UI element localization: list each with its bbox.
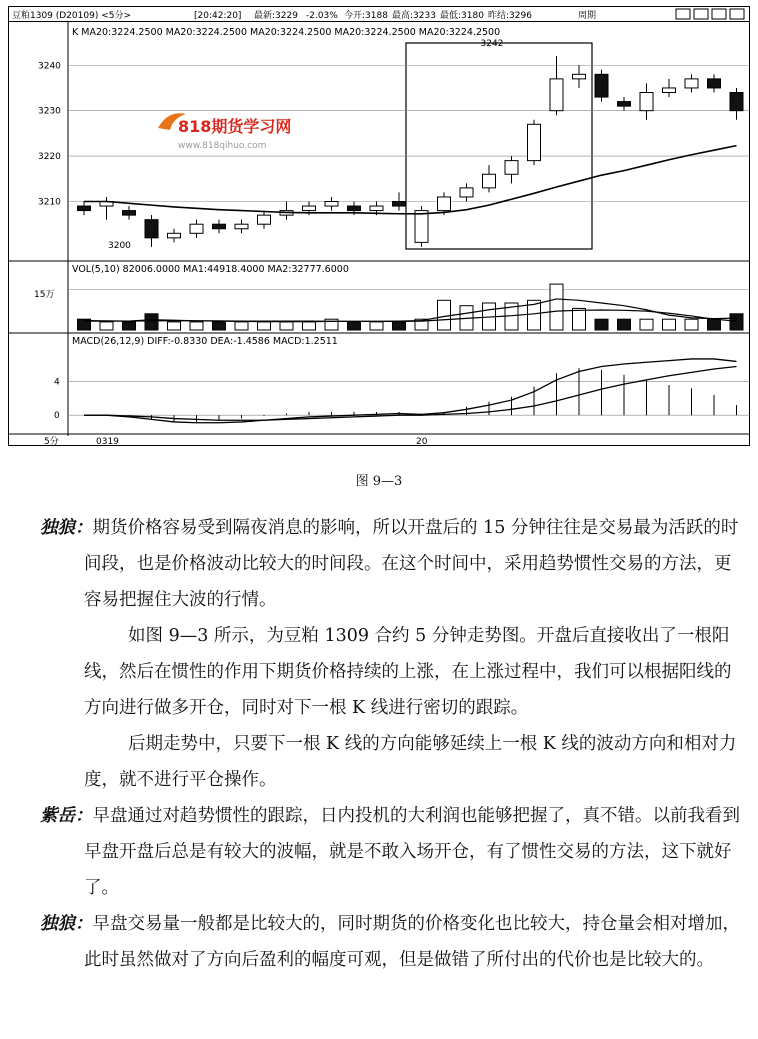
volume-bar <box>100 322 113 330</box>
candle-body <box>213 224 226 229</box>
volume-bar <box>708 319 721 330</box>
candle-body <box>618 102 631 107</box>
price-tick-label: 3220 <box>38 152 61 163</box>
volume-bar <box>280 322 293 330</box>
paragraph-2-text: 如图 9—3 所示，为豆粕 1309 合约 5 分钟走势图。开盘后直接收出了一根阳线，然后在惯性的作用下期货价格持续的上涨，在上涨过程中，我们可以根据阳线的方向进行做多开仓，同时对下一根 K 线进行密切的跟踪。 <box>84 626 732 718</box>
paragraph-5 <box>40 906 740 978</box>
macd-tick-label: 0 <box>54 411 60 422</box>
candle-body <box>168 233 181 238</box>
candle-body <box>325 202 338 207</box>
candle-body <box>460 188 473 197</box>
period-label: 5分 <box>44 437 59 446</box>
paragraph-3 <box>40 726 740 798</box>
volume-bar <box>145 314 158 330</box>
candle-body <box>640 93 653 111</box>
volume-bar <box>595 319 608 330</box>
macd-tick-label: 4 <box>54 377 60 388</box>
candle-body <box>438 197 451 211</box>
candle-body <box>685 79 698 88</box>
candle-body <box>303 206 316 211</box>
window-button-3[interactable] <box>712 9 726 19</box>
header-settle: 昨结:3296 <box>488 11 532 21</box>
price-tick-label: 3230 <box>38 106 61 117</box>
header-tag: 周期 <box>578 11 597 21</box>
candle-body <box>730 93 743 111</box>
volume-bar <box>303 322 316 330</box>
volume-bar <box>730 314 743 330</box>
volume-bar <box>640 319 653 330</box>
candle-body <box>483 174 496 188</box>
header-time: [20:42:20] <box>194 11 242 21</box>
paragraph-2 <box>40 618 740 726</box>
vol-panel-label: VOL(5,10) 82006.0000 MA1:44918.4000 MA2:32777.6000 <box>72 264 349 275</box>
price-panel-label: K MA20:3224.2500 MA20:3224.2500 MA20:3224.2500 MA20:3224.2500 MA20:3224.2500 <box>72 27 501 38</box>
figure-caption: 图 9—3 <box>355 474 403 489</box>
date-start-label: 0319 <box>96 437 119 446</box>
speaker-3: 独狼： <box>40 914 93 934</box>
candle-body <box>708 79 721 88</box>
header-low: 最低:3180 <box>440 11 484 21</box>
volume-bar <box>190 322 203 330</box>
annot-low: 3200 <box>108 241 131 251</box>
window-button-1[interactable] <box>676 9 690 19</box>
volume-bar <box>393 322 406 330</box>
watermark-title: 818期货学习网 <box>178 117 292 136</box>
header-latest: 最新:3229 <box>254 11 298 21</box>
kline-chart <box>8 6 750 446</box>
kline-chart-svg <box>8 6 750 446</box>
price-tick-label: 3210 <box>38 197 61 208</box>
header-high: 最高:3233 <box>392 11 436 21</box>
candle-body <box>393 202 406 207</box>
watermark-url: www.818qihuo.com <box>178 141 267 151</box>
window-button-2[interactable] <box>694 9 708 19</box>
paragraph-5-text: 早盘交易量一般都是比较大的，同时期货的价格变化也比较大，持仓量会相对增加，此时虽然做对了方向后盈利的幅度可观，但是做错了所付出的代价也是比较大的。 <box>84 914 740 970</box>
candle-body <box>550 79 563 111</box>
volume-bar <box>438 300 451 330</box>
candle-body <box>190 224 203 233</box>
speaker-1: 独狼： <box>40 518 93 538</box>
candle-body <box>145 220 158 238</box>
header-open: 今开:3188 <box>344 11 388 21</box>
price-tick-label: 3240 <box>38 61 61 72</box>
paragraph-4-text: 早盘通过对趋势惯性的跟踪，日内投机的大利润也能够把握了，真不错。以前我看到早盘开盘后总是有较大的波幅，就是不敢入场开仓，有了惯性交易的方法，这下就好了。 <box>84 806 740 898</box>
header-symbol: 豆粕1309 (D20109) <5分> <box>12 11 132 21</box>
volume-bar <box>370 322 383 330</box>
candle-body <box>595 74 608 97</box>
paragraph-3-text: 后期走势中，只要下一根 K 线的方向能够延续上一根 K 线的波动方向和相对力度，就不进行平仓操作。 <box>84 734 737 790</box>
paragraph-4 <box>40 798 740 906</box>
volume-bar <box>213 322 226 330</box>
candle-body <box>78 206 91 211</box>
volume-bar <box>168 322 181 330</box>
volume-bar <box>258 322 271 330</box>
candle-body <box>370 206 383 211</box>
date-mid-label: 20 <box>416 437 428 446</box>
candle-body <box>528 124 541 160</box>
volume-bar <box>663 319 676 330</box>
candle-body <box>235 224 248 229</box>
header-change: -2.03% <box>306 11 338 21</box>
candle-body <box>505 161 518 175</box>
volume-bar <box>685 319 698 330</box>
annot-high: 3242 <box>480 39 504 49</box>
body-text <box>40 510 740 978</box>
candle-body <box>415 211 428 243</box>
candle-body <box>348 206 361 211</box>
speaker-2: 紫岳： <box>40 806 93 826</box>
volume-bar <box>618 319 631 330</box>
volume-bar <box>348 322 361 330</box>
candle-body <box>123 211 136 216</box>
volume-bar <box>123 322 136 330</box>
volume-bar <box>573 308 586 330</box>
vol-tick-label: 15万 <box>34 290 55 300</box>
volume-bar <box>235 322 248 330</box>
candle-body <box>258 215 271 224</box>
candle-body <box>663 88 676 93</box>
macd-panel-label: MACD(26,12,9) DIFF:-0.8330 DEA:-1.4586 MACD:1.2511 <box>72 336 338 347</box>
paragraph-1 <box>40 510 740 618</box>
candle-body <box>573 74 586 79</box>
chart-frame <box>9 7 750 446</box>
paragraph-1-text: 期货价格容易受到隔夜消息的影响，所以开盘后的 15 分钟往往是交易最为活跃的时间段，也是价格波动比较大的时间段。在这个时间中，采用趋势惯性交易的方法，更容易把握住大波的行情。 <box>84 518 739 610</box>
window-button-4[interactable] <box>730 9 744 19</box>
volume-bar <box>550 284 563 330</box>
